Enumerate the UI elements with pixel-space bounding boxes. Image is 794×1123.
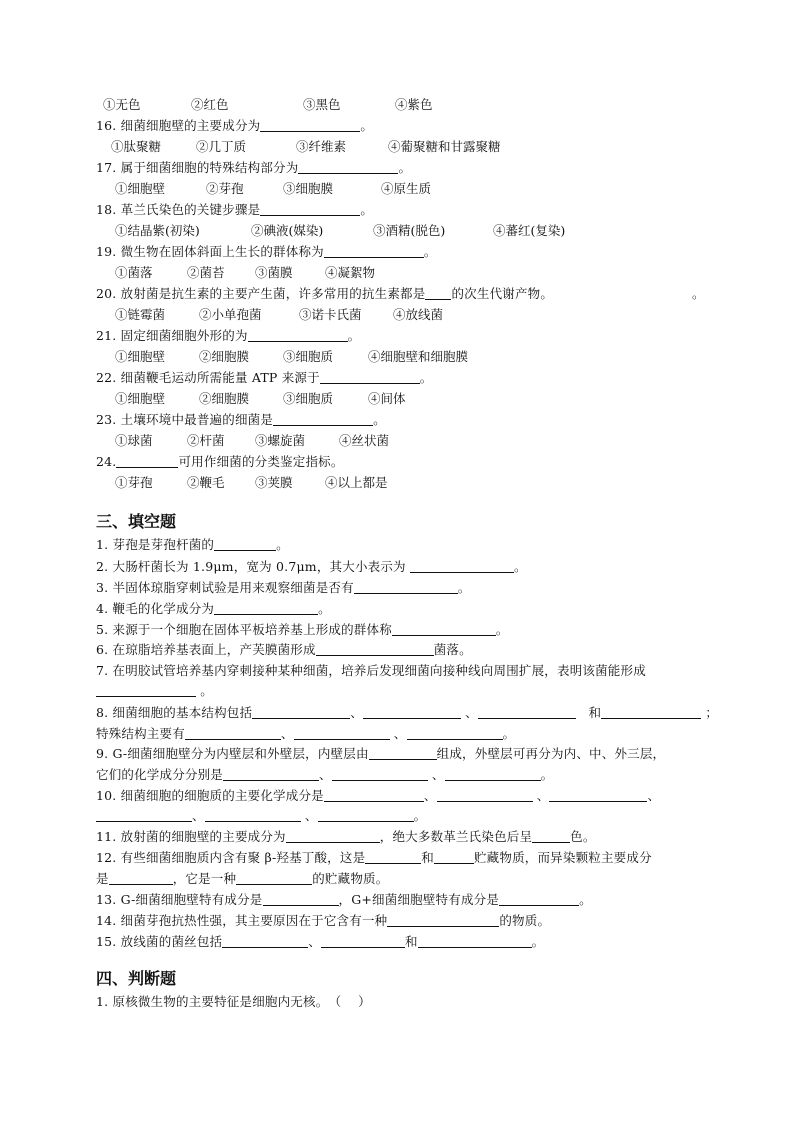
option: ①无色 [103,97,141,112]
option: ①细胞壁 [115,391,166,406]
option: ④丝状菌 [339,433,390,448]
question-18 [96,202,373,218]
question-16 [96,118,373,134]
answer-blank[interactable] [316,643,434,656]
option: ②红色 [191,97,229,112]
punct: 。 [495,622,509,637]
answer-blank[interactable] [387,914,499,927]
question-text: 7. 在明胶试管培养基内穿刺接种某种细菌，培养后发现细菌向接种线向周围扩展，表明该菌能形成 [96,663,646,678]
answer-blank[interactable] [236,872,312,885]
option: ③黑色 [303,97,341,112]
punct: 。 [502,726,516,741]
question-text: 可用作细菌的分类鉴定指标。 [178,454,344,469]
punct: 。 [423,244,437,259]
punct: 、 [536,788,550,803]
option: ①菌落 [115,265,153,280]
answer-blank[interactable] [214,602,318,615]
answer-blank[interactable] [320,371,420,384]
question-text: 是 [96,871,109,886]
punct: 、 [647,788,661,803]
answer-blank[interactable] [96,809,192,822]
option: ④原生质 [381,181,432,196]
question-text: 组成，外壁层可再分为内、中、外三层， [436,746,666,761]
fill-13 [96,892,592,908]
question-text: 5. 来源于一个细胞在固体平板培养基上形成的群体称 [96,622,392,637]
option: ①细胞壁 [115,181,166,196]
punct: 。 [347,328,361,343]
question-23 [96,412,386,428]
fill-2 [96,559,527,575]
fill-5 [96,622,509,638]
punct: 、 [465,705,478,720]
punct: 、 [280,726,294,741]
punct: 。 [200,683,213,698]
question-text: 菌落。 [433,642,472,657]
question-text: 的贮藏物质。 [312,871,389,886]
question-text: 9. G-细菌细胞壁分为内壁层和外壁层，内壁层由 [96,746,369,761]
answer-blank[interactable] [298,161,398,174]
fill-9 [96,746,665,762]
option: ②鞭毛 [187,475,225,490]
question-19 [96,244,437,260]
question-text: ，绝大多数革兰氏染色后呈 [379,829,533,844]
punct: 。 [531,934,545,949]
question-text: 特殊结构主要有 [96,726,185,741]
fill-14 [96,913,550,929]
question-text: ，G+细菌细胞壁特有成分是 [338,892,500,907]
option: ④紫色 [395,97,433,112]
fill-15 [96,934,544,950]
answer-blank[interactable] [425,287,451,300]
answer-blank[interactable] [434,851,474,864]
answer-blank[interactable] [354,581,458,594]
option: ③螺旋菌 [255,433,306,448]
question-text: 19. 微生物在固体斜面上生长的群体称为 [96,244,324,259]
answer-blank[interactable] [410,560,514,573]
punct: 。 [398,160,412,175]
option: ①链霉菌 [115,307,166,322]
fill-1 [96,537,289,553]
question-text: 的物质。 [499,913,551,928]
answer-blank[interactable] [286,830,380,843]
question-text: 8. 细菌细胞的基本结构包括 [96,705,253,720]
answer-blank[interactable] [252,706,350,719]
answer-blank[interactable] [222,935,308,948]
punct: 、 [350,705,363,720]
punct: 。 [419,370,433,385]
option: ③菌膜 [255,265,293,280]
answer-blank[interactable] [260,203,360,216]
question-20 [96,286,553,302]
answer-blank[interactable] [365,851,421,864]
option: ①细胞壁 [115,349,166,364]
punct: 。 [360,118,374,133]
answer-blank[interactable] [185,727,281,740]
question-text: 22. 细菌鞭毛运动所需能量 ATP 来源于 [96,370,320,385]
question-text: ，它是一种 [172,871,237,886]
question-text: 色。 [570,829,596,844]
question-17 [96,160,411,176]
answer-blank[interactable] [260,119,360,132]
answer-blank[interactable] [499,893,579,906]
answer-blank[interactable] [363,706,461,719]
section-heading-fill-in: 三、填空题 [96,512,177,531]
option: ②小单孢菌 [199,307,262,322]
answer-blank[interactable] [478,706,576,719]
question-22 [96,370,433,386]
question-text: 15. 放线菌的菌丝包括 [96,934,223,949]
option: ③诺卡氏菌 [299,307,362,322]
question-text: 14. 细菌芽孢抗热性强，其主要原因在于它含有一种 [96,913,388,928]
answer-blank[interactable] [321,935,405,948]
question-text: 3. 半固体琼脂穿刺试验是用来观察细菌是否有 [96,580,354,595]
option: ④间体 [368,391,406,406]
punct: 。 [513,559,527,574]
question-text: 和 [421,850,434,865]
option: ①结晶紫(初染) [115,223,200,238]
question-text: 和 [404,934,418,949]
answer-blank[interactable] [332,768,428,781]
fill-4 [96,601,331,617]
answer-blank[interactable] [318,809,414,822]
punct: 、 [192,808,205,823]
punct: 。 [413,808,427,823]
question-text: 1. 原核微生物的主要特征是细胞内无核。 （ ） [96,994,371,1009]
option: ②碘液(媒染) [251,223,324,238]
option: ③纤维素 [296,139,347,154]
fill-12-cont [96,871,388,887]
question-text: 和 [588,705,602,720]
fill-10 [96,788,660,804]
option: ④葡聚糖和甘露聚糖 [388,139,501,154]
option: ②杆菌 [187,433,225,448]
option: ③细胞膜 [283,181,334,196]
answer-blank[interactable] [263,893,339,906]
answer-blank[interactable] [532,830,570,843]
answer-blank[interactable] [294,727,390,740]
punct: 、 [304,808,318,823]
fill-11 [96,829,596,845]
option: ③荚膜 [255,475,293,490]
question-text: 20. 放射菌是抗生素的主要产生菌，许多常用的抗生素都是 [96,286,426,301]
answer-blank[interactable] [205,809,301,822]
fill-8-cont [96,726,515,742]
option: ①球菌 [115,433,153,448]
question-text: 它们的化学成分分别是 [96,767,224,782]
fill-7-cont [96,683,213,699]
option: ①肽聚糖 [111,139,162,154]
option: ③酒精(脱色) [373,223,446,238]
option: ③细胞质 [283,391,334,406]
question-21 [96,328,360,344]
question-text: 的次生代谢产物。 [451,286,554,301]
question-text: 16. 细菌细胞壁的主要成分为 [96,118,261,133]
punct: 。 [360,202,374,217]
answer-blank[interactable] [324,245,424,258]
answer-blank[interactable] [601,706,701,719]
question-text: 18. 革兰氏染色的关键步骤是 [96,202,261,217]
answer-blank[interactable] [418,935,532,948]
punct: 。 [579,892,592,907]
punct: 、 [393,726,407,741]
question-text: 贮藏物质，而异染颗粒主要成分 [473,850,652,865]
answer-blank[interactable] [116,455,178,468]
stray-period: 。 [692,286,705,301]
question-text: 10. 细菌细胞的细胞质的主要化学成分是 [96,788,324,803]
option: ②细胞膜 [199,391,250,406]
fill-3 [96,580,471,596]
question-text: 23. 土壤环境中最普遍的细菌是 [96,412,274,427]
question-text: 2. 大肠杆菌长为 1.9μm，宽为 0.7μm，其大小表示为 [96,559,406,574]
section-heading-true-false: 四、判断题 [96,969,177,988]
fill-7 [96,663,646,679]
answer-blank[interactable] [392,623,496,636]
punct: 。 [318,601,331,616]
question-text: 11. 放射菌的细胞壁的主要成分为 [96,829,286,844]
punct: 。 [457,580,471,595]
punct: 。 [276,537,289,552]
punct: 、 [423,788,437,803]
option: ④蕃红(复染) [493,223,566,238]
punct: 。 [540,767,554,782]
answer-blank[interactable] [223,768,319,781]
question-text: 12. 有些细菌细胞质内含有聚 β-羟基丁酸，这是 [96,850,366,865]
option: ④凝絮物 [325,265,376,280]
answer-blank[interactable] [407,727,503,740]
fill-8 [96,705,718,721]
fill-9-cont [96,767,553,783]
question-24 [96,454,344,470]
question-text: 1. 芽孢是芽孢杆菌的 [96,537,215,552]
answer-blank[interactable] [109,872,173,885]
fill-10-cont [96,808,426,824]
question-text: 24. [96,454,117,469]
answer-blank[interactable] [549,789,647,802]
option: ④放线菌 [393,307,444,322]
fill-12 [96,850,652,866]
option: ①芽孢 [115,475,153,490]
question-text: 6. 在琼脂培养基表面上，产芙膜菌形成 [96,642,316,657]
punct: 、 [431,767,445,782]
option: ②几丁质 [196,139,247,154]
option: ④细胞壁和细胞膜 [368,349,469,364]
option: ④以上都是 [325,475,388,490]
punct: 、 [319,767,332,782]
option: ②细胞膜 [199,349,250,364]
option: ②芽孢 [206,181,244,196]
question-text: 13. G-细菌细胞壁特有成分是 [96,892,263,907]
answer-blank[interactable] [324,789,424,802]
answer-blank[interactable] [437,789,533,802]
answer-blank[interactable] [369,747,437,760]
punct: 、 [308,934,321,949]
question-text: 17. 属于细菌细胞的特殊结构部分为 [96,160,299,175]
answer-blank[interactable] [96,684,196,697]
answer-blank[interactable] [445,768,541,781]
answer-blank[interactable] [248,329,348,342]
option: ③细胞质 [283,349,334,364]
punct: ； [705,705,719,720]
punct: 。 [373,412,386,427]
question-text: 21. 固定细菌细胞外形的为 [96,328,248,343]
answer-blank[interactable] [214,538,276,551]
option: ②菌苔 [187,265,225,280]
judge-1 [96,994,371,1010]
fill-6 [96,642,472,658]
answer-blank[interactable] [273,413,373,426]
question-text: 4. 鞭毛的化学成分为 [96,601,215,616]
